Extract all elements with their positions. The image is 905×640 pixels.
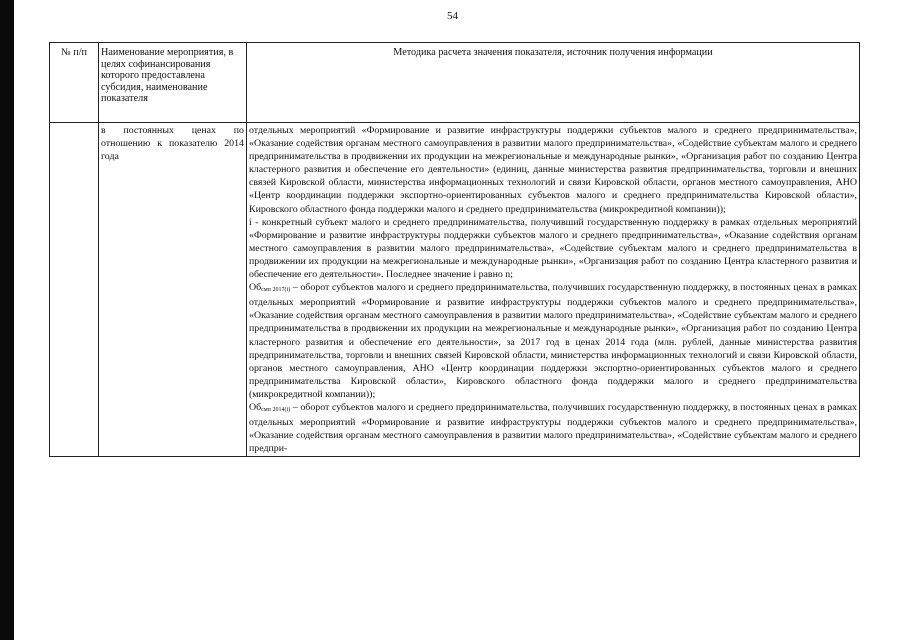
symbol-subscript-2017: смп 2017(i)	[261, 287, 291, 294]
table-row	[50, 123, 860, 457]
page-number: 54	[447, 10, 458, 22]
row-number	[50, 123, 99, 457]
symbol-ob: Об	[249, 401, 262, 413]
header-number: № п/п	[50, 43, 99, 123]
symbol-subscript-2014: смп 2014(i)	[261, 406, 291, 413]
paragraph-turnover-2017	[249, 281, 857, 401]
scan-edge	[0, 0, 14, 640]
header-method: Методика расчета значения показателя, источник получения информации	[247, 43, 860, 123]
header-measure-name: Наименование мероприятия, в целях софинансирования которого предоставлена субсидия, наименование показателя	[99, 43, 247, 123]
turnover-2017-text: – оборот субъектов малого и среднего предпринимательства, получивших государственную поддержку, в постоянных ценах в рамках отдельных мероприятий «Формирование и развитие инфраструктуры поддержки субъектов малого и среднего предпринимательства», «Оказание содействия органам местного самоуправления в развитии малого предпринимательства», «Содействие субъектам малого и среднего предпринимательства в продвижении их продукции на межрегиональные и международные рынки», «Организация работ по созданию Центра кластерного развития и обеспечение его деятельности», за 2017 год в ценах 2014 года (млн. рублей, данные министерства развития предпринимательства, торговли и внешних связей Кировской области, министерства информационных технологий и связи Кировской области, органов местного самоуправления, АНО «Центр координации поддержки экспортно-ориентированных субъектов малого и среднего предпринимательства Кировской области», Кировского областного фонда поддержки малого и среднего предпринимательства (микрокредитной компании));	[249, 282, 857, 400]
turnover-2014-text: – оборот субъектов малого и среднего предпринимательства, получивших государственную поддержку, в постоянных ценах в рамках отдельных мероприятий «Формирование и развитие инфраструктуры поддержки субъектов малого и среднего предпринимательства», «Оказание содействия органам местного самоуправления в развитии малого предпринимательства», «Содействие субъектам малого и среднего предпри-	[249, 401, 857, 455]
indicator-table	[49, 42, 860, 457]
paragraph-i-definition: i - конкретный субъект малого и среднего предпринимательства, получивший государственную поддержку в рамках отдельных мероприятий «Формирование и развитие инфраструктуры поддержки субъектов малого и среднего предпринимательства», «Оказание содействия органам местного самоуправления в развитии малого предпринимательства», «Содействие субъектам малого и среднего предпринимательства в продвижении их продукции на межрегиональные и международные рынки», «Организация работ по созданию Центра кластерного развития и обеспечение его деятельности». Последнее значение i равно n;	[249, 216, 857, 281]
paragraph-turnover-2014	[249, 401, 857, 455]
row-measure-name: в постоянных ценах по отношению к показателю 2014 года	[99, 123, 247, 457]
row-method	[247, 123, 860, 457]
paragraph-measures: отдельных мероприятий «Формирование и развитие инфраструктуры поддержки субъектов малого и среднего предпринимательства», «Оказание содействия органам местного самоуправления в развитии малого предпринимательства», «Содействие субъектам малого и среднего предпринимательства в продвижении их продукции на межрегиональные и международные рынки», «Организация работ по созданию Центра кластерного развития и обеспечение его деятельности» (единиц, данные министерства развития предпринимательства, торговли и внешних связей Кировской области, министерства информационных технологий и связи Кировской области, органов местного самоуправления, АНО «Центр координации поддержки экспортно-ориентированных субъектов малого и среднего предпринимательства Кировской области», Кировского областного фонда поддержки малого и среднего предпринимательства (микрокредитной компании));	[249, 125, 857, 215]
symbol-ob: Об	[249, 282, 262, 294]
table-header-row	[50, 43, 860, 123]
